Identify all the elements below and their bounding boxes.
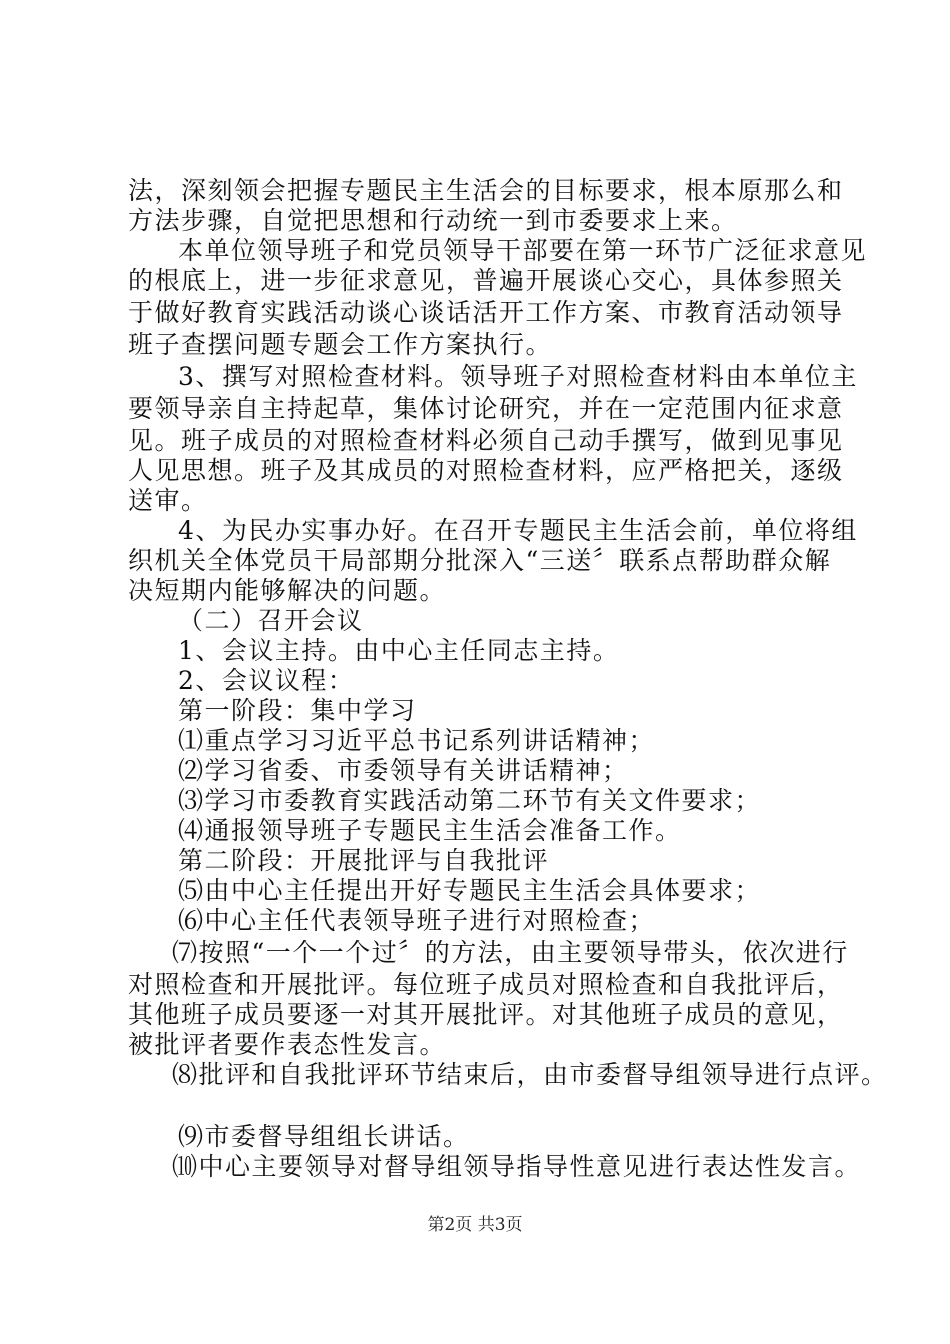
agenda-item-4: ⑷通报领导班子专题民主生活会准备工作。 (178, 816, 682, 845)
stage-one-heading: 第一阶段：集中学习 (178, 696, 417, 725)
section-heading: （二）召开会议 (178, 606, 364, 635)
agenda-item-2: ⑵学习省委、市委领导有关讲话精神； (178, 756, 629, 785)
agenda-item-8: ⑻批评和自我批评环节结束后，由市委督导组领导进行点评。 (172, 1060, 888, 1089)
agenda-item-5: ⑸由中心主任提出开好专题民主生活会具体要求； (178, 876, 762, 905)
agenda-item-7-line-2: 对照检查和开展批评。每位班子成员对照检查和自我批评后， (128, 970, 844, 999)
body-line-13: 织机关全体党员干局部期分批深入“三送〞联系点帮助群众解 (128, 546, 832, 575)
agenda-item-1: ⑴重点学习习近平总书记系列讲话精神； (178, 726, 656, 755)
agenda-item-6: ⑹中心主任代表领导班子进行对照检查； (178, 906, 656, 935)
body-line-2: 方法步骤，自觉把思想和行动统一到市委要求上来。 (128, 206, 738, 235)
agenda-item-7-line-4: 被批评者要作表态性发言。 (128, 1030, 447, 1059)
body-line-17: 2、会议议程： (178, 666, 355, 695)
agenda-item-7-line-3: 其他班子成员要逐一对其开展批评。对其他班子成员的意见， (128, 1000, 844, 1029)
body-line-5: 于做好教育实践活动谈心谈话活开工作方案、市教育活动领导 (128, 298, 844, 327)
body-line-10: 人见思想。班子及其成员的对照检查材料，应严格把关，逐级 (128, 456, 844, 485)
body-line-12: 4、为民办实事办好。在召开专题民主生活会前，单位将组 (178, 516, 858, 545)
stage-two-heading: 第二阶段：开展批评与自我批评 (178, 846, 550, 875)
agenda-item-10: ⑽中心主要领导对督导组领导指导性意见进行表达性发言。 (172, 1152, 862, 1181)
agenda-item-9: ⑼市委督导组组长讲话。 (178, 1122, 470, 1151)
body-line-7: 3、撰写对照检查材料。领导班子对照检查材料由本单位主 (178, 362, 858, 391)
body-line-6: 班子查摆问题专题会工作方案执行。 (128, 330, 553, 359)
agenda-item-3: ⑶学习市委教育实践活动第二环节有关文件要求； (178, 786, 762, 815)
body-line-3: 本单位领导班子和党员领导干部要在第一环节广泛征求意见 (178, 236, 868, 265)
body-line-14: 决短期内能够解决的问题。 (128, 576, 447, 605)
body-line-4: 的根底上，进一步征求意见，普遍开展谈心交心，具体参照关 (128, 266, 844, 295)
agenda-item-7: ⑺按照“一个一个过〞的方法，由主要领导带头，依次进行 (172, 938, 849, 967)
body-line-16: 1、会议主持。由中心主任同志主持。 (178, 636, 620, 665)
body-line-8: 要领导亲自主持起草，集体讨论研究，并在一定范围内征求意 (128, 394, 844, 423)
body-line-1: 法，深刻领会把握专题民主生活会的目标要求，根本原那么和 (128, 176, 844, 205)
body-line-11: 送审。 (128, 486, 208, 515)
page-footer: 第2页 共3页 (427, 1215, 523, 1235)
body-line-9: 见。班子成员的对照检查材料必须自己动手撰写，做到见事见 (128, 426, 844, 455)
